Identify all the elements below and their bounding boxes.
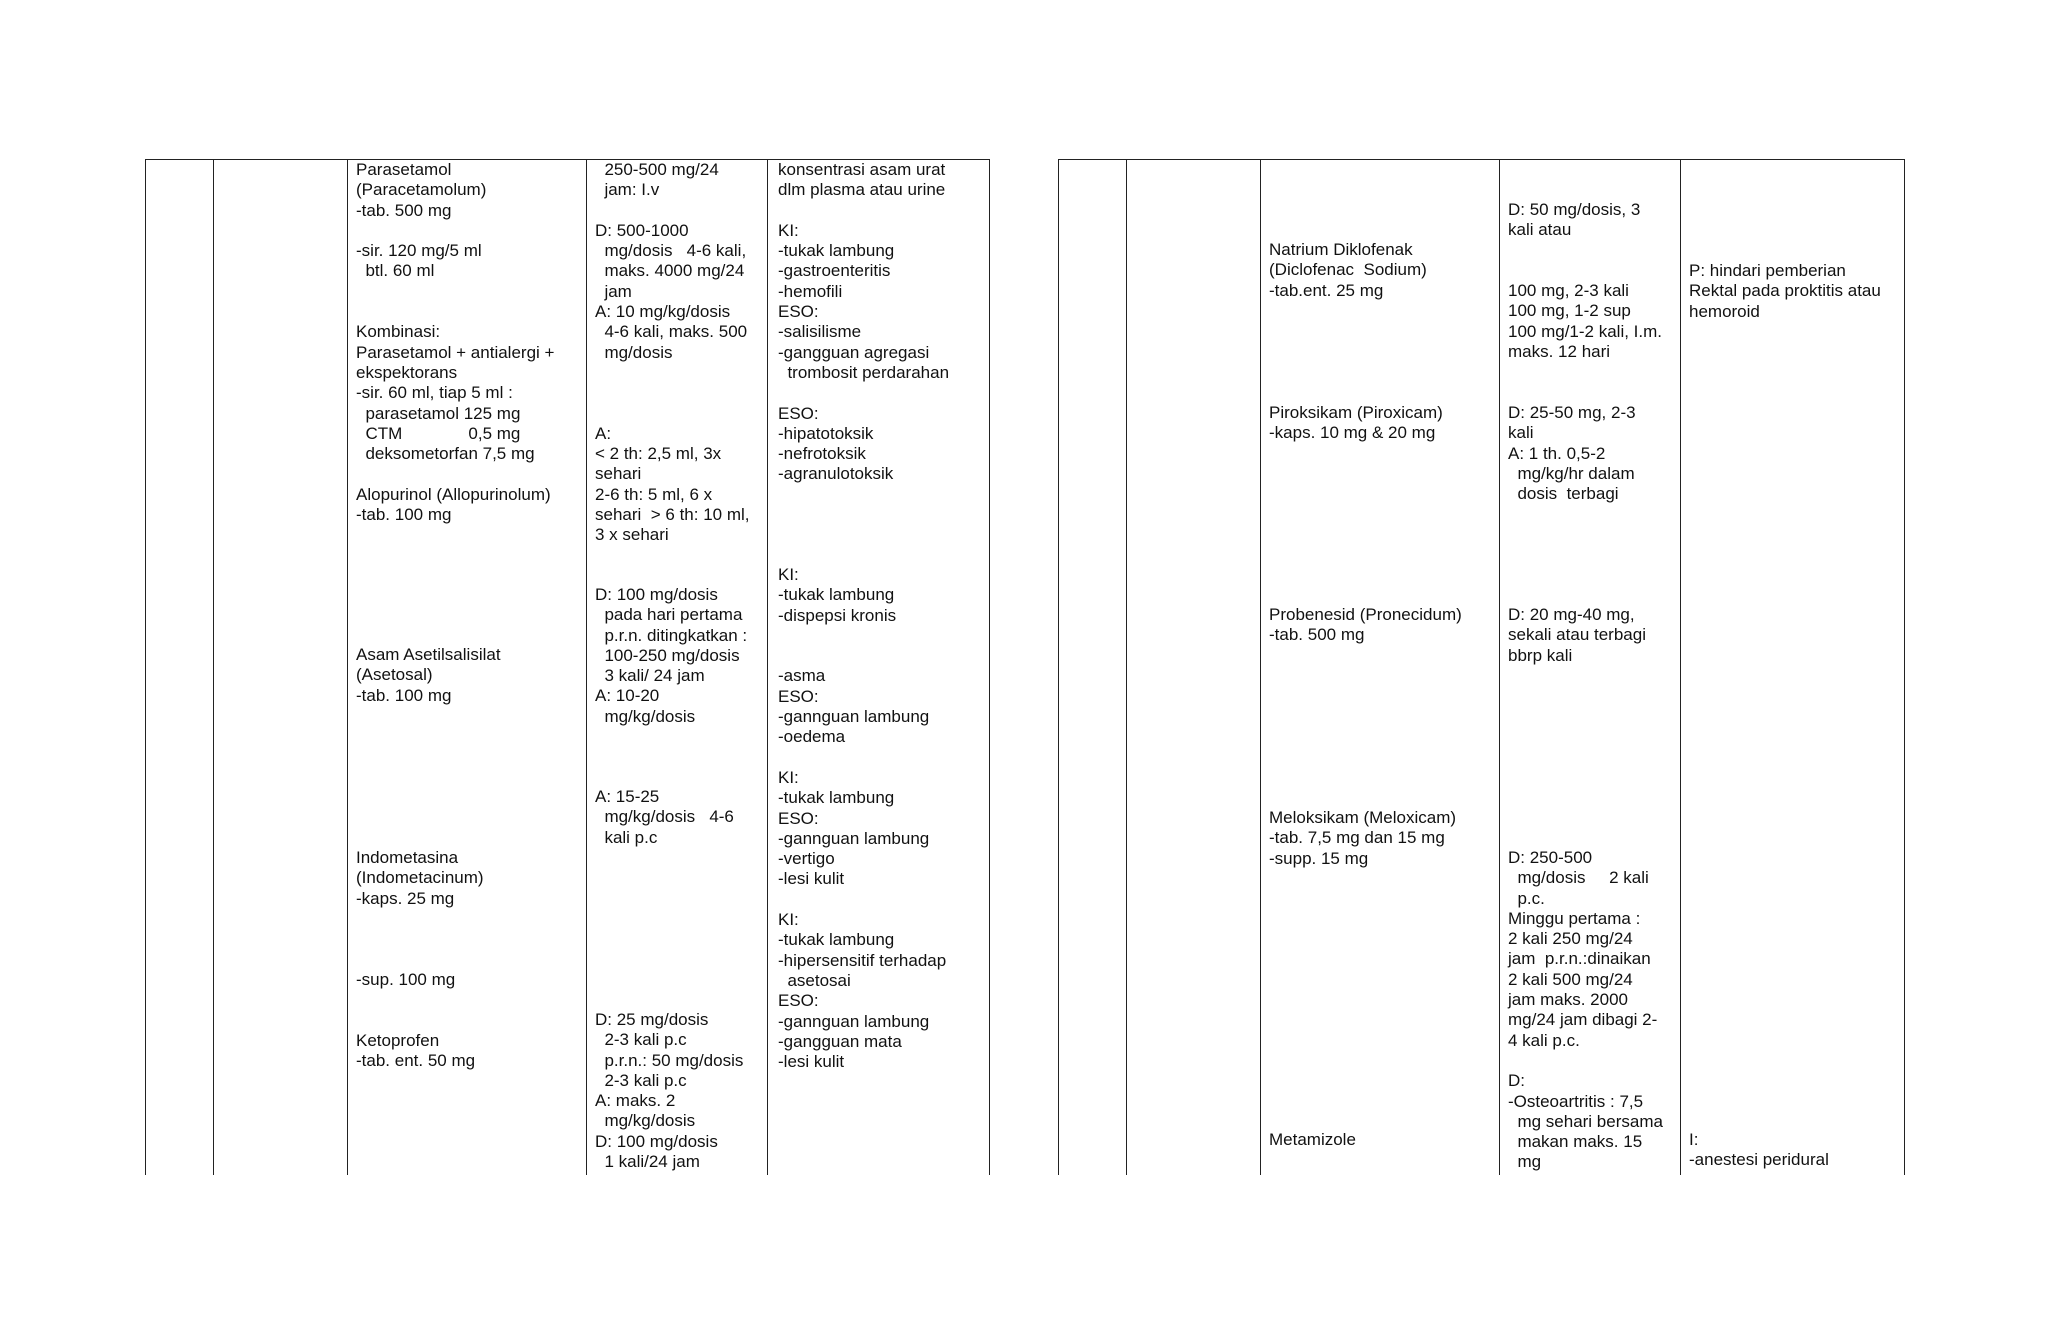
drug-entry-meloxicam: Meloksikam (Meloxicam) -tab. 7,5 mg dan 15 mg -supp. 15 mg (1269, 808, 1457, 868)
drug-entry-indometacin: Indometasina (Indometacinum) -kaps. 25 mg -sup. 100 mg Ketoprofen -tab. ent. 50 mg (356, 848, 484, 1070)
indication-notes: I: -anestesi peridural (1689, 1130, 1829, 1170)
drug-entry-probenecid: Probenesid (Pronecidum) -tab. 500 mg (1269, 605, 1462, 645)
drug-entry-metamizole: Metamizole (1269, 1130, 1356, 1149)
contraindication-notes: konsentrasi asam urat dlm plasma atau urine KI: -tukak lambung -gastroenteritis -hemofili ESO: -salisilisme -gangguan agregasi trombosit perdarahan ESO: -hipatotoksik -nefrotoksik -agranulotoksik (778, 160, 950, 484)
drug-entry-piroxicam: Piroksikam (Piroxicam) -kaps. 10 mg & 20 mg (1269, 403, 1443, 443)
dose-entry: A: 15-25 mg/kg/dosis 4-6 kali p.c (595, 787, 734, 847)
dose-entry: D: 50 mg/dosis, 3 kali atau 100 mg, 2-3 kali 100 mg, 1-2 sup 100 mg/1-2 kali, I.m. maks. 12 hari (1508, 200, 1663, 362)
dose-entry: D: 25 mg/dosis 2-3 kali p.c p.r.n.: 50 mg/dosis 2-3 kali p.c A: maks. 2 mg/kg/dosis D: 100 mg/dosis 1 kali/24 jam (595, 1010, 744, 1172)
dose-entry: D: 25-50 mg, 2-3 kali A: 1 th. 0,5-2 mg/kg/hr dalam dosis terbagi (1508, 403, 1636, 504)
dose-entry: D: 250-500 mg/dosis 2 kali p.c. Minggu pertama : 2 kali 250 mg/24 jam p.r.n.:dinaikan 2 kali 500 mg/24 jam maks. 2000 mg/24 jam dibagi 2- 4 kali p.c. D: -Osteoartritis : 7,5 mg sehari bersama makan maks. 15 mg (1508, 848, 1663, 1172)
column-divider (1260, 160, 1261, 1175)
dose-entry: D: 20 mg-40 mg, sekali atau terbagi bbrp kali (1508, 605, 1646, 665)
precaution-notes: P: hindari pemberian Rektal pada proktitis atau hemoroid (1689, 261, 1881, 321)
column-divider (1126, 160, 1127, 1175)
column-divider (1499, 160, 1500, 1175)
column-divider (767, 160, 768, 1175)
column-divider (347, 160, 348, 1175)
drug-entry-aspirin: Asam Asetilsalisilat (Asetosal) -tab. 100 mg (356, 645, 501, 705)
column-divider (213, 160, 214, 1175)
column-divider (586, 160, 587, 1175)
dose-entry: 250-500 mg/24 jam: I.v D: 500-1000 mg/dosis 4-6 kali, maks. 4000 mg/24 jam A: 10 mg/kg/dosis 4-6 kali, maks. 500 mg/dosis A: < 2 th: 2,5 ml, 3x sehari 2-6 th: 5 ml, 6 x sehari > 6 th: 10 ml, 3 x sehari (595, 160, 750, 545)
column-divider (1680, 160, 1681, 1175)
drug-entry-paracetamol: Parasetamol (Paracetamolum) -tab. 500 mg -sir. 120 mg/5 ml btl. 60 ml Kombinasi: Parasetamol + antialergi + ekspektorans -sir. 60 ml, tiap 5 ml : parasetamol 125 mg CTM 0,5 mg deksometorfan 7,5 mg Alopurinol (Allopurinolum) -tab. 100 mg (356, 160, 555, 525)
drug-entry-diclofenac: Natrium Diklofenak (Diclofenac Sodium) -tab.ent. 25 mg (1269, 240, 1427, 300)
contraindication-notes: KI: -tukak lambung -dispepsi kronis -asma ESO: -gannguan lambung -oedema KI: -tukak lambung ESO: -gannguan lambung -vertigo -lesi kulit KI: -tukak lambung -hipersensitif terhadap asetosai ESO: -gannguan lambung -gangguan mata -lesi kulit (778, 565, 947, 1072)
dose-entry: D: 100 mg/dosis pada hari pertama p.r.n. ditingkatkan : 100-250 mg/dosis 3 kali/ 24 jam A: 10-20 mg/kg/dosis (595, 585, 748, 726)
